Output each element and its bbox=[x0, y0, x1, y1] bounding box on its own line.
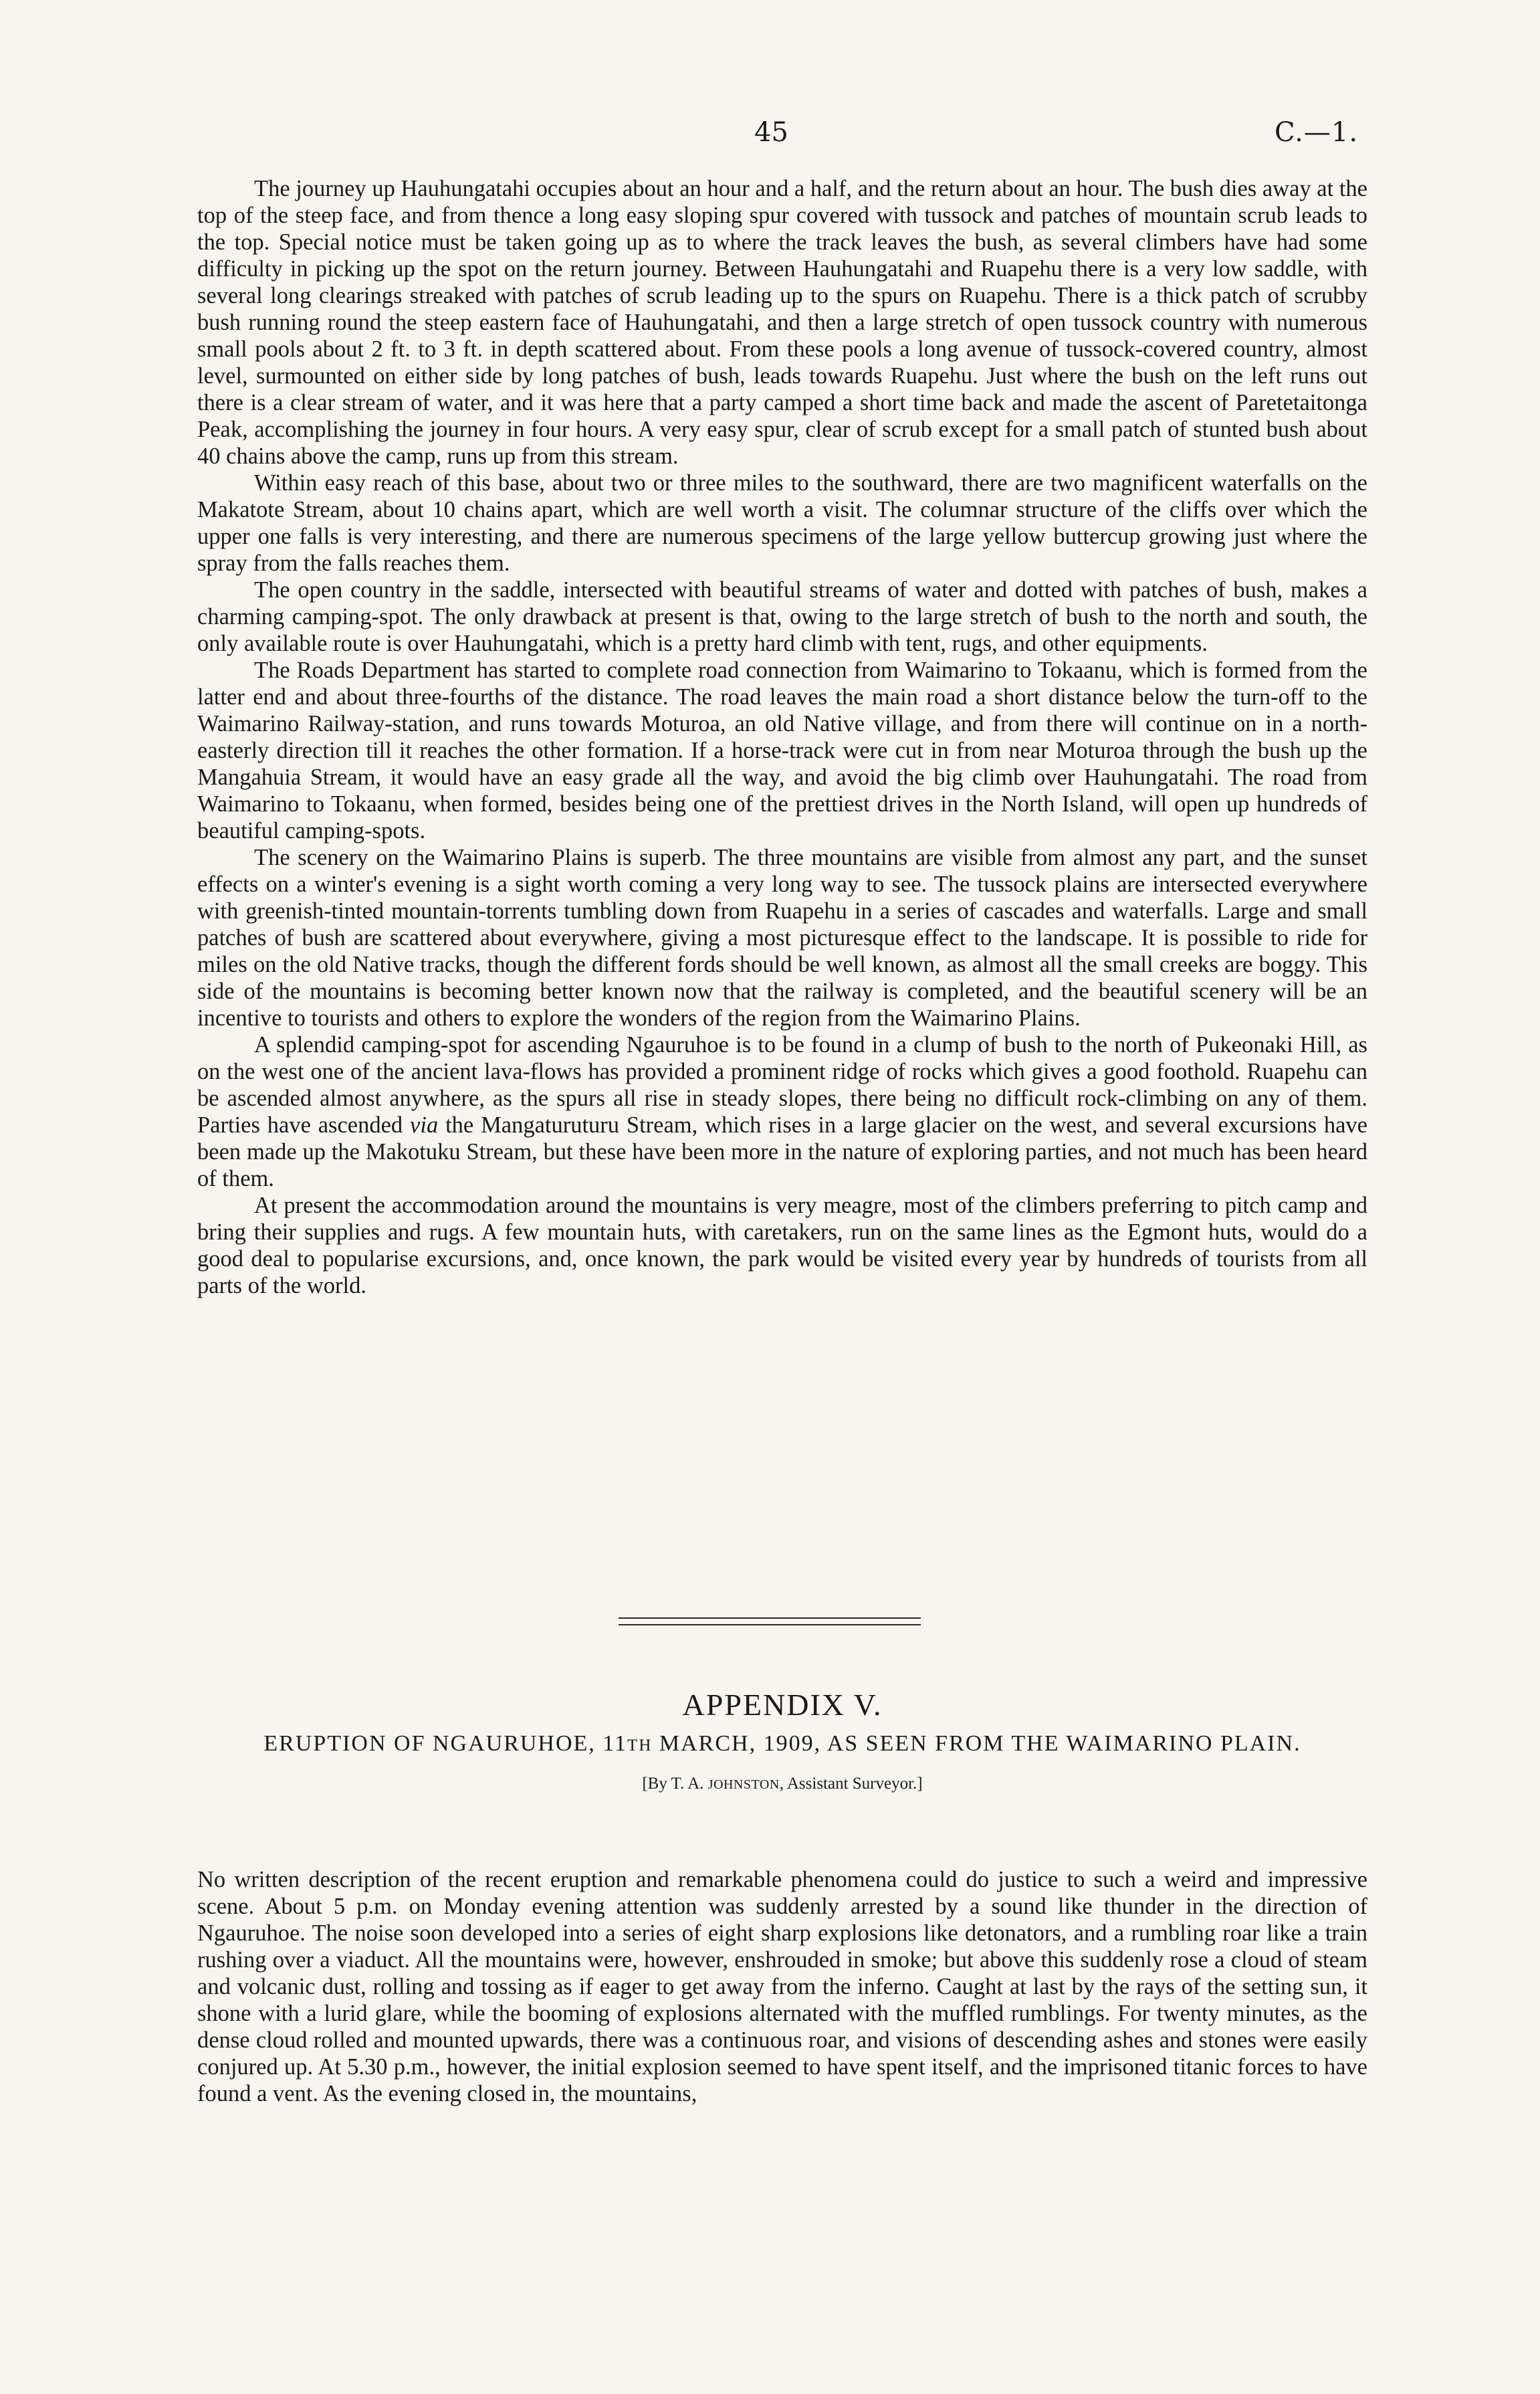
page-number: 45 bbox=[754, 117, 788, 148]
paragraph-accommodation: At present the accommodation around the mountains is very meagre, most of the climbers preferring to pitch camp and bring their supplies and rugs. A few mountain huts, with caretakers, run on the same lines as the Egmont huts, would do a good deal to popularise excursions, and, once known, the park would be visited every year by hundreds of tourists from all parts of the world. bbox=[197, 1193, 1367, 1298]
appendix-heading-block bbox=[197, 1686, 1367, 1795]
appendix-byline bbox=[197, 1773, 1367, 1795]
appendix-title: APPENDIX V. bbox=[682, 1688, 883, 1722]
appendix-subtitle bbox=[197, 1731, 1367, 1759]
italic-word: via bbox=[410, 1112, 439, 1138]
section-divider-bottom bbox=[619, 1624, 921, 1625]
paragraph-waterfalls: Within easy reach of this base, about two or three miles to the southward, there are two magnificent waterfalls on the Makatote Stream, about 10 chains apart, which are well worth a visit. The columnar structure of the cliffs over which the upper one falls is very interesting, and there are numerous specimens of the large yellow buttercup growing just where the spray from the falls reaches them. bbox=[197, 470, 1367, 576]
paragraph-saddle-camping: The open country in the saddle, intersected with beautiful streams of water and dotted with patches of bush, makes a charming camping-spot. The only drawback at present is that, owing to the large stretch of bush to the north and south, the only available route is over Hauhungatahi, which is a pretty hard climb with tent, rugs, and other equipments. bbox=[197, 577, 1367, 656]
byline-author-name: JOHNSTON bbox=[707, 1777, 780, 1792]
main-body-text bbox=[197, 175, 1367, 1299]
paragraph-text: A splendid camping-spot for ascending Ngauruhoe is to be found in a clump of bush to the north of Pukeonaki Hill, as on the west one of the ancient lava-flows has provided a prominent ridge of rocks which gives a good foothold. Ruapehu can be ascended almost anywhere, as the spurs all rise in steady slopes, there being no difficult rock-climbing on any of them. Parties have ascended bbox=[197, 1032, 1367, 1138]
paragraph-eruption-description: No written description of the recent eruption and remarkable phenomena could do justice to such a weird and impressive scene. About 5 p.m. on Monday evening attention was suddenly arrested by a sound like thunder in the direction of Ngauruhoe. The noise soon developed into a series of eight sharp explosions like detonators, and a rumbling roar like a train rushing over a viaduct. All the mountains were, however, enshrouded in smoke; but above this suddenly rose a cloud of steam and volcanic dust, rolling and tossing as if eager to get away from the inferno. Caught at last by the rays of the setting sun, it shone with a lurid glare, while the booming of explosions alternated with the muffled rumblings. For twenty minutes, as the dense cloud rolled and mounted upwards, there was a continuous roar, and visions of descending ashes and stones were easily conjured up. At 5.30 p.m., however, the initial explosion seemed to have spent itself, and the imprisoned titanic forces to have found a vent. As the evening closed in, the mountains, bbox=[197, 1867, 1367, 2106]
byline-suffix: , Assistant Surveyor.] bbox=[779, 1775, 923, 1793]
subtitle-text: ERUPTION OF NGAURUHOE, 11 bbox=[263, 1731, 628, 1756]
appendix-body-text bbox=[197, 1866, 1367, 2107]
document-code: C.—1. bbox=[1275, 117, 1359, 148]
paragraph-waimarino-scenery: The scenery on the Waimarino Plains is superb. The three mountains are visible from almost any part, and the sunset effects on a winter's evening is a sight worth coming a very long way to see. The tussock plains are intersected everywhere with greenish-tinted mountain-torrents tumbling down from Ruapehu in a series of cascades and waterfalls. Large and small patches of bush are scattered about everywhere, giving a most picturesque effect to the landscape. It is possible to ride for miles on the old Native tracks, though the different fords should be well known, as almost all the small creeks are boggy. This side of the mountains is becoming better known now that the railway is completed, and the beautiful scenery will be an incentive to tourists and others to explore the wonders of the region from the Waimarino Plains. bbox=[197, 845, 1367, 1031]
section-divider-top bbox=[619, 1617, 921, 1619]
subtitle-text: MARCH, 1909, AS SEEN FROM THE WAIMARINO PLAIN. bbox=[652, 1731, 1301, 1756]
paragraph-hauhungatahi-journey: The journey up Hauhungatahi occupies about an hour and a half, and the return about an hour. The bush dies away at the top of the steep face, and from thence a long easy sloping spur covered with tussock and patches of mountain scrub leads to the top. Special notice must be taken going up as to where the track leaves the bush, as several climbers have had some difficulty in picking up the spot on the return journey. Between Hauhungatahi and Ruapehu there is a very low saddle, with several long clearings streaked with patches of scrub leading up to the spurs on Ruapehu. There is a thick patch of scrubby bush running round the steep eastern face of Hauhungatahi, and then a large stretch of open tussock country with numerous small pools about 2 ft. to 3 ft. in depth scattered about. From these pools a long avenue of tussock-covered country, almost level, surmounted on either side by long patches of bush, leads towards Ruapehu. Just where the bush on the left runs out there is a clear stream of water, and it was here that a party camped a short time back and made the ascent of Paretetaitonga Peak, accomplishing the journey in four hours. A very easy spur, clear of scrub except for a small patch of stunted bush about 40 chains above the camp, runs up from this stream. bbox=[197, 176, 1367, 469]
page-header bbox=[0, 112, 1540, 153]
byline-prefix: [By T. A. bbox=[642, 1775, 708, 1793]
paragraph-roads-department: The Roads Department has started to complete road connection from Waimarino to Tokaanu, which is formed from the latter end and about three-fourths of the distance. The road leaves the main road a short distance below the turn-off to the Waimarino Railway-station, and runs towards Moturoa, an old Native village, and from there will continue on in a north-easterly direction till it reaches the other formation. If a horse-track were cut in from near Moturoa through the bush up the Mangahuia Stream, it would have an easy grade all the way, and avoid the big climb over Hauhungatahi. The road from Waimarino to Tokaanu, when formed, besides being one of the prettiest drives in the North Island, will open up hundreds of beautiful camping-spots. bbox=[197, 658, 1367, 843]
subtitle-ordinal-suffix: TH bbox=[627, 1736, 653, 1755]
paragraph-ngauruhoe-camping bbox=[197, 1031, 1367, 1192]
paragraph-text: the Mangaturuturu Stream, which rises in a large glacier on the west, and several excursions have been made up the Makotuku Stream, but these have been more in the nature of exploring parties, and not much has been heard of them. bbox=[197, 1112, 1367, 1191]
